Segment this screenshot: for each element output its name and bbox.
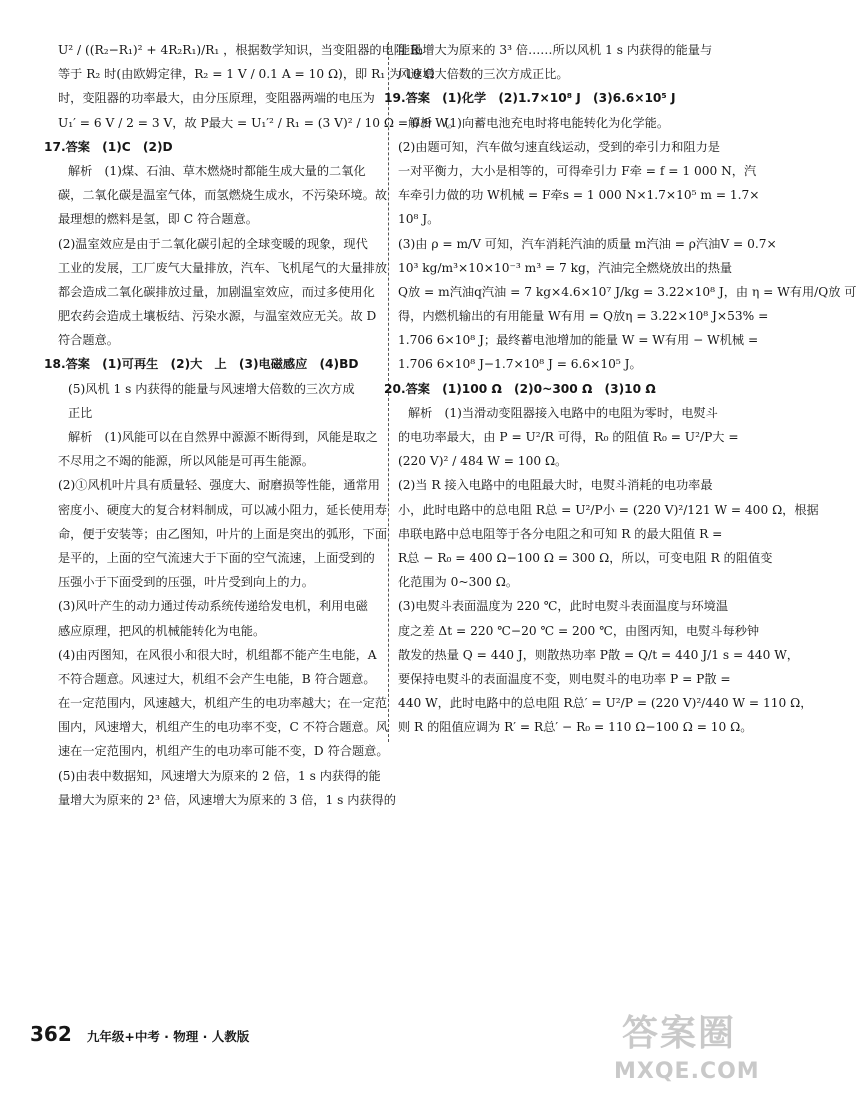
watermark-chinese: 答案圈: [621, 1013, 736, 1054]
text-line: 的电功率最大，由 P = U²/R 可得，R₀ 的阻值 R₀ = U²/P大 =: [398, 430, 739, 444]
text-line: 正比: [68, 405, 93, 420]
text-line: 符合题意。: [58, 333, 119, 348]
text-line: 要保持电熨斗的表面温度不变，则电熨斗的电功率 P = P散 =: [398, 671, 731, 686]
text-line: 度之差 Δt = 220 ℃−20 ℃ = 200 ℃，由图丙知，电熨斗每秒钟: [398, 623, 760, 638]
text-line: 肥农药会造成土壤板结、污染水源，与温室效应无关。故 D: [58, 309, 377, 324]
text-line: 感应原理，把风的机械能转化为电能。: [58, 623, 266, 638]
text-line: (4)由丙图知，在风很小和很大时，机组都不能产生电能，A: [58, 647, 377, 662]
text-line: U² / ((R₂−R₁)² + 4R₂R₁)/R₁ ，根据数学知识，当变阻器的电阻 R₁: [58, 43, 424, 57]
watermark-english: MXQE.COM: [614, 1059, 760, 1084]
page-number: 362: [30, 1022, 72, 1046]
text-line: 围内，风速增大，机组产生的电功率不变，C 不符合题意。风: [58, 720, 389, 735]
page-footer: [30, 1022, 249, 1046]
text-line: 解析 (1)当滑动变阻器接入电路中的电阻为零时，电熨斗: [408, 405, 718, 420]
text-line: 1.706 6×10⁸ J；最终蓄电池增加的能量 W = W有用 − W机械 =: [398, 333, 759, 348]
text-line: 一对平衡力，大小是相等的，可得牵引力 F牵 = f = 1 000 N，汽: [398, 163, 757, 178]
text-line: 不符合题意。风速过大，机组不会产生电能，B 符合题意。: [58, 671, 376, 686]
text-line: 速在一定范围内，机组产生的电功率可能不变，D 符合题意。: [58, 744, 389, 759]
text-line: (3)由 ρ = m/V 可知，汽车消耗汽油的质量 m汽油 = ρ汽油V = 0.7×: [398, 236, 777, 251]
text-line: U₁′ = 6 V / 2 = 3 V，故 P最大 = U₁′² / R₁ = (3 V)² / 10 Ω = 0.9 W。: [58, 115, 460, 130]
text-line: 19.答案 (1)化学 (2)1.7×10⁸ J (3)6.6×10⁵ J: [384, 91, 676, 106]
text-line: 解析 (1)风能可以在自然界中源源不断得到，风能是取之: [68, 430, 378, 444]
text-line: 压强小于下面受到的压强，叶片受到向上的力。: [58, 575, 314, 590]
text-line: Q放 = m汽油q汽油 = 7 kg×4.6×10⁷ J/kg = 3.22×10⁸ J，由 η = W有用/Q放 可: [398, 284, 857, 299]
text-line: 10⁸ J。: [398, 212, 440, 227]
text-line: 最理想的燃料是氢，即 C 符合题意。: [58, 212, 258, 227]
text-line: (5)风机 1 s 内获得的能量与风速增大倍数的三次方成: [68, 381, 355, 396]
text-line: 1.706 6×10⁸ J−1.7×10⁸ J = 6.6×10⁵ J。: [398, 357, 642, 372]
text-line: 不尽用之不竭的能源，所以风能是可再生能源。: [58, 454, 314, 469]
text-line: 则 R 的阻值应调为 R′ = R总′ − R₀ = 110 Ω−100 Ω = 10 Ω。: [398, 720, 753, 735]
text-line: 散发的热量 Q = 440 J，则散热功率 P散 = Q/t = 440 J/1 s = 440 W，: [398, 647, 799, 662]
text-line: 化范围为 0~300 Ω。: [398, 575, 519, 590]
text-line: 车牵引力做的功 W机械 = F牵s = 1 000 N×1.7×10⁵ m = 1.7×: [398, 188, 760, 203]
text-line: 密度小、硬度大的复合材料制成，可以减小阻力，延长使用寿: [58, 502, 388, 517]
watermark-logo: [614, 1010, 760, 1096]
text-line: 时，变阻器的功率最大，由分压原理，变阻器两端的电压为: [58, 91, 375, 106]
text-line: 能量增大为原来的 3³ 倍……所以风机 1 s 内获得的能量与: [398, 43, 713, 57]
text-line: (2)①风机叶片具有质量轻、强度大、耐磨损等性能，通常用: [58, 478, 380, 493]
text-line: 10³ kg/m³×10×10⁻³ m³ = 7 kg，汽油完全燃烧放出的热量: [398, 260, 733, 275]
text-line: 是平的，上面的空气流速大于下面的空气流速，上面受到的: [58, 550, 375, 565]
text-line: (220 V)² / 484 W = 100 Ω。: [398, 454, 568, 469]
text-line: 碳，二氧化碳是温室气体，而氢燃烧生成水，不污染环境。故: [58, 188, 388, 203]
text-line: 17.答案 (1)C (2)D: [44, 139, 173, 154]
text-line: R总 − R₀ = 400 Ω−100 Ω = 300 Ω，所以，可变电阻 R 的阻值变: [398, 550, 773, 565]
text-line: 风速增大倍数的三次方成正比。: [398, 67, 569, 82]
text-line: 440 W，此时电路中的总电阻 R总′ = U²/P = (220 V)²/440 W = 110 Ω，: [398, 696, 813, 711]
text-line: 等于 R₂ 时(由欧姆定律，R₂ = 1 V / 0.1 A = 10 Ω)，即 R₁ 为 10 Ω: [58, 67, 435, 82]
text-line: 小，此时电路中的总电阻 R总 = U²/P小 = (220 V)²/121 W = 400 Ω，根据: [398, 502, 819, 517]
text-line: (2)当 R 接入电路中的电阻最大时，电熨斗消耗的电功率最: [398, 478, 713, 493]
book-title: 九年级+中考 · 物理 · 人教版: [86, 1029, 250, 1044]
text-line: 解析 (1)煤、石油、草木燃烧时都能生成大量的二氧化: [68, 163, 366, 178]
text-line: 都会造成二氧化碳排放过量，加剧温室效应，而过多使用化: [58, 284, 375, 299]
text-line: (5)由表中数据知，风速增大为原来的 2 倍，1 s 内获得的能: [58, 768, 381, 783]
text-line: (2)温室效应是由于二氧化碳引起的全球变暖的现象，现代: [58, 236, 368, 251]
text-line: 在一定范围内，风速越大，机组产生的电功率越大；在一定范: [58, 696, 388, 711]
text-line: (2)由题可知，汽车做匀速直线运动，受到的牵引力和阻力是: [398, 139, 720, 154]
text-line: 工业的发展，工厂废气大量排放，汽车、飞机尾气的大量排放: [58, 260, 388, 275]
text-line: 串联电路中总电阻等于各分电阻之和可知 R 的最大阻值 R =: [398, 526, 723, 541]
right-column: [384, 38, 857, 739]
text-line: (3)电熨斗表面温度为 220 ℃，此时电熨斗表面温度与环境温: [398, 599, 729, 614]
text-line: 20.答案 (1)100 Ω (2)0~300 Ω (3)10 Ω: [384, 381, 656, 396]
text-line: 得，内燃机输出的有用能量 W有用 = Q放η = 3.22×10⁸ J×53% =: [398, 309, 769, 324]
text-line: 命，便于安装等；由乙图知，叶片的上面是突出的弧形，下面: [58, 526, 388, 541]
text-line: 解析 (1)向蓄电池充电时将电能转化为化学能。: [408, 115, 670, 130]
text-line: 18.答案 (1)可再生 (2)大 上 (3)电磁感应 (4)BD: [44, 357, 359, 372]
text-line: (3)风叶产生的动力通过传动系统传递给发电机，利用电磁: [58, 599, 368, 614]
text-line: 量增大为原来的 2³ 倍，风速增大为原来的 3 倍，1 s 内获得的: [58, 792, 396, 807]
